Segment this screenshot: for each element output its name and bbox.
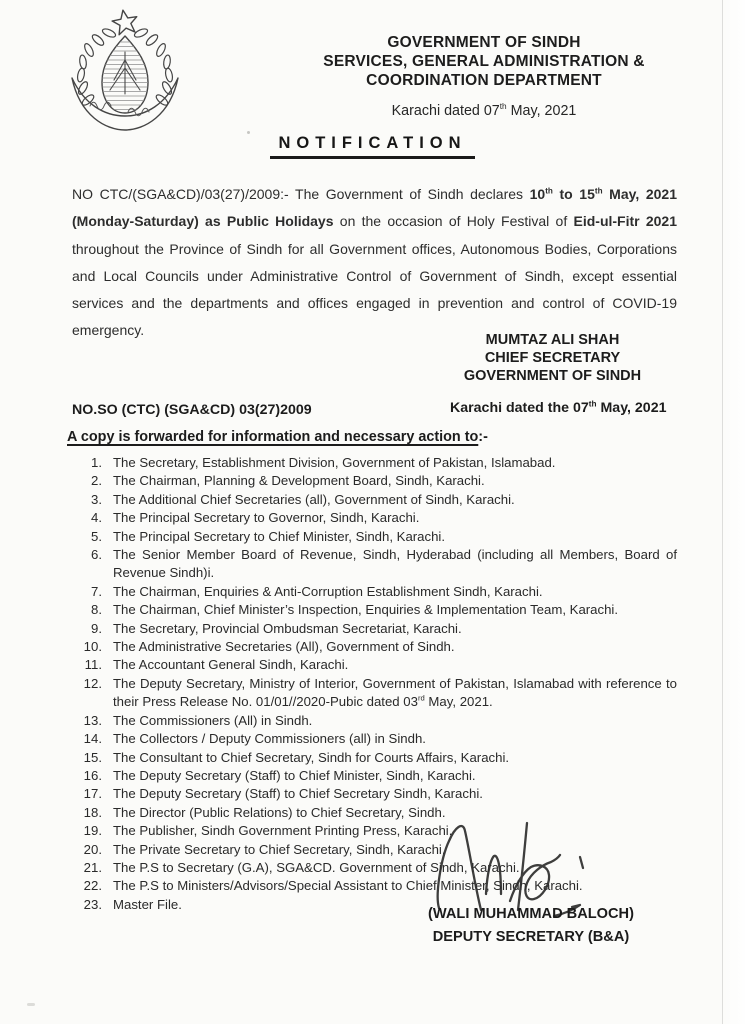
text-segment: The Accountant General Sindh, Karachi. — [113, 657, 349, 673]
list-item-number: 15. — [83, 749, 102, 765]
scan-speck — [27, 1003, 35, 1006]
text-segment: The Director (Public Relations) to Chief Secretary, Sindh. — [113, 804, 446, 820]
list-item-text — [113, 528, 677, 546]
header-line-coordination: COORDINATION DEPARTMENT — [366, 72, 602, 89]
text-segment: Karachi dated 07 — [391, 103, 500, 119]
text-segment: throughout the Province of Sindh for all Government offices, Autonomous Bodies, Corporations and Local Councils under Administrative Control of Government of Sindh, except essential services and the departments and offices engaged in prevention and control of COVID-19 emergency. — [72, 240, 677, 339]
text-segment: May, 2021 — [596, 400, 667, 416]
text-segment: May, 2021. — [424, 694, 493, 710]
text-segment: to 15 — [552, 186, 595, 202]
text-segment: rd — [417, 693, 425, 703]
text-segment: The Chairman, Chief Minister’s Inspection, Enquiries & Implementation Team, Karachi. — [113, 602, 619, 618]
text-segment: The Private Secretary to Chief Secretary, Sindh, Karachi. — [113, 841, 446, 857]
list-item-number: 3. — [91, 491, 102, 507]
distribution-list — [74, 454, 677, 914]
list-item-number: 12. — [83, 675, 102, 691]
list-item — [74, 638, 677, 656]
forwarding-heading — [67, 429, 488, 445]
text-segment: The Chairman, Enquiries & Anti-Corruption Establishment Sindh, Karachi. — [113, 583, 543, 599]
list-item-text — [113, 509, 677, 527]
list-item — [74, 712, 677, 730]
list-item-text — [113, 804, 677, 822]
signatory-organization: GOVERNMENT OF SINDH — [463, 367, 642, 384]
text-segment: The Chairman, Planning & Development Board, Sindh, Karachi. — [113, 473, 485, 489]
text-segment: NO CTC/(SGA&CD)/03(27)/2009:- The Government of Sindh declares — [72, 186, 530, 202]
signatory-chief-secretary — [455, 332, 650, 385]
text-segment: The Deputy Secretary (Staff) to Chief Secretary Sindh, Karachi. — [113, 786, 483, 802]
list-item-number: 4. — [91, 510, 102, 526]
list-item-number: 19. — [83, 823, 102, 839]
list-item — [74, 767, 677, 785]
signatory-deputy-secretary — [423, 903, 639, 948]
list-item-number: 21. — [83, 859, 102, 875]
list-item-number: 20. — [83, 841, 102, 857]
list-item — [74, 601, 677, 619]
text-segment: The Secretary, Provincial Ombudsman Secretariat, Karachi. — [113, 620, 462, 636]
list-item-number: 10. — [83, 639, 102, 655]
list-item-text — [113, 841, 677, 859]
list-item — [74, 583, 677, 601]
text-segment: The Principal Secretary to Chief Minister, Sindh, Karachi. — [113, 528, 446, 544]
list-item — [74, 491, 677, 509]
list-item-text — [113, 656, 677, 674]
list-item-number: 14. — [83, 731, 102, 747]
text-segment: The Secretary, Establishment Division, Government of Pakistan, Islamabad. — [113, 455, 556, 470]
list-item-number: 11. — [84, 657, 102, 673]
notification-body — [72, 181, 677, 345]
notification-title-row — [0, 134, 745, 159]
text-segment: th — [499, 101, 507, 112]
list-item-number: 9. — [91, 620, 102, 636]
list-item-number: 5. — [91, 528, 102, 544]
list-item — [74, 877, 677, 895]
forwarding-heading-text: A copy is forwarded for information and necessary action to — [67, 429, 479, 445]
list-item — [74, 804, 677, 822]
header-line-government: GOVERNMENT OF SINDH — [387, 34, 581, 51]
text-segment: The Publisher, Sindh Government Printing Press, Karachi. — [113, 823, 453, 839]
signatory-name: MUMTAZ ALI SHAH — [485, 332, 620, 348]
text-segment: th — [588, 399, 597, 409]
list-item — [74, 528, 677, 546]
header-line-services: SERVICES, GENERAL ADMINISTRATION & — [323, 53, 645, 70]
list-item-text — [113, 877, 677, 895]
list-item — [74, 730, 677, 748]
scan-speck — [247, 131, 250, 134]
list-item-text — [113, 730, 677, 748]
notification-title: NOTIFICATION — [270, 134, 474, 159]
list-item-text — [113, 859, 677, 877]
list-item-text — [113, 620, 677, 638]
list-item-number: 13. — [83, 712, 102, 728]
list-item — [74, 454, 677, 472]
text-segment: th — [594, 186, 603, 196]
signatory-designation: CHIEF SECRETARY — [484, 349, 621, 366]
list-item — [74, 841, 677, 859]
list-item-number: 7. — [91, 583, 102, 599]
list-item — [74, 785, 677, 803]
signatory-designation: DEPUTY SECRETARY (B&A) — [432, 928, 630, 945]
list-item-text — [113, 546, 677, 583]
list-item-number: 8. — [91, 602, 102, 618]
list-item — [74, 822, 677, 840]
list-item-text — [113, 583, 677, 601]
list-item-text — [113, 785, 677, 803]
text-segment: May, 2021 (Monday-Saturday) as Public Holidays — [72, 186, 677, 230]
issue-place-date — [309, 103, 659, 119]
list-item-number: 22. — [83, 878, 102, 894]
sindh-government-crest-icon — [64, 8, 186, 132]
list-item-number: 1. — [91, 455, 102, 470]
text-segment: The Consultant to Chief Secretary, Sindh for Courts Affairs, Karachi. — [113, 749, 510, 765]
text-segment: The Collectors / Deputy Commissioners (all) in Sindh. — [113, 731, 426, 747]
list-item — [74, 675, 677, 712]
list-item — [74, 546, 677, 583]
list-item-number: 6. — [91, 547, 102, 563]
text-segment: The Deputy Secretary (Staff) to Chief Minister, Sindh, Karachi. — [113, 767, 476, 783]
list-item-number: 23. — [83, 896, 102, 912]
list-item — [74, 509, 677, 527]
text-segment: The Additional Chief Secretaries (all), Government of Sindh, Karachi. — [113, 491, 515, 507]
text-segment: May, 2021 — [506, 103, 577, 119]
list-item-text — [113, 472, 677, 490]
list-item — [74, 472, 677, 490]
signatory-name: (WALI MUHAMMAD BALOCH) — [428, 906, 634, 922]
text-segment: The Administrative Secretaries (All), Government of Sindh. — [113, 639, 455, 655]
text-segment: 10 — [529, 186, 546, 202]
forwarding-heading-suffix: :- — [478, 429, 488, 445]
list-item-text — [113, 712, 677, 730]
list-item-number: 17. — [83, 786, 102, 802]
list-item-text — [113, 822, 677, 840]
list-item-text — [113, 638, 677, 656]
text-segment: The Principal Secretary to Governor, Sindh, Karachi. — [113, 510, 420, 526]
list-item-text — [113, 767, 677, 785]
list-item-text — [113, 491, 677, 509]
reference-place-date — [450, 400, 666, 416]
list-item — [74, 656, 677, 674]
list-item — [74, 620, 677, 638]
list-item-text — [113, 454, 677, 472]
list-item — [74, 859, 677, 877]
text-segment: The P.S to Secretary (G.A), SGA&CD. Government of Sindh, Karachi. — [113, 859, 520, 875]
list-item-text — [113, 675, 677, 712]
list-item-number: 2. — [91, 473, 102, 489]
department-header — [309, 33, 659, 90]
text-segment: on the occasion of Holy Festival of — [333, 213, 574, 230]
list-item — [74, 749, 677, 767]
text-segment: Karachi dated the 07 — [450, 400, 589, 416]
list-item-number: 18. — [83, 804, 102, 820]
text-segment: Eid-ul-Fitr 2021 — [573, 213, 678, 230]
text-segment: The Deputy Secretary, Ministry of Interior, Government of Pakistan, Islamabad with reference to their Press Release No. 01/01//2020-Pubic dated 03 — [113, 675, 677, 710]
text-segment: The Commissioners (All) in Sindh. — [113, 712, 313, 728]
scan-edge-artifact — [722, 0, 745, 1024]
list-item-text — [113, 601, 677, 619]
text-segment: Master File. — [113, 896, 182, 912]
reference-number: NO.SO (CTC) (SGA&CD) 03(27)2009 — [72, 402, 312, 418]
text-segment: The P.S to Ministers/Advisors/Special Assistant to Chief Minister, Sindh, Karachi. — [113, 878, 583, 894]
text-segment: The Senior Member Board of Revenue, Sindh, Hyderabad (including all Members, Board of Revenue Sindh)i. — [113, 547, 677, 581]
list-item-text — [113, 749, 677, 767]
list-item-number: 16. — [83, 767, 102, 783]
text-segment: th — [545, 186, 553, 196]
